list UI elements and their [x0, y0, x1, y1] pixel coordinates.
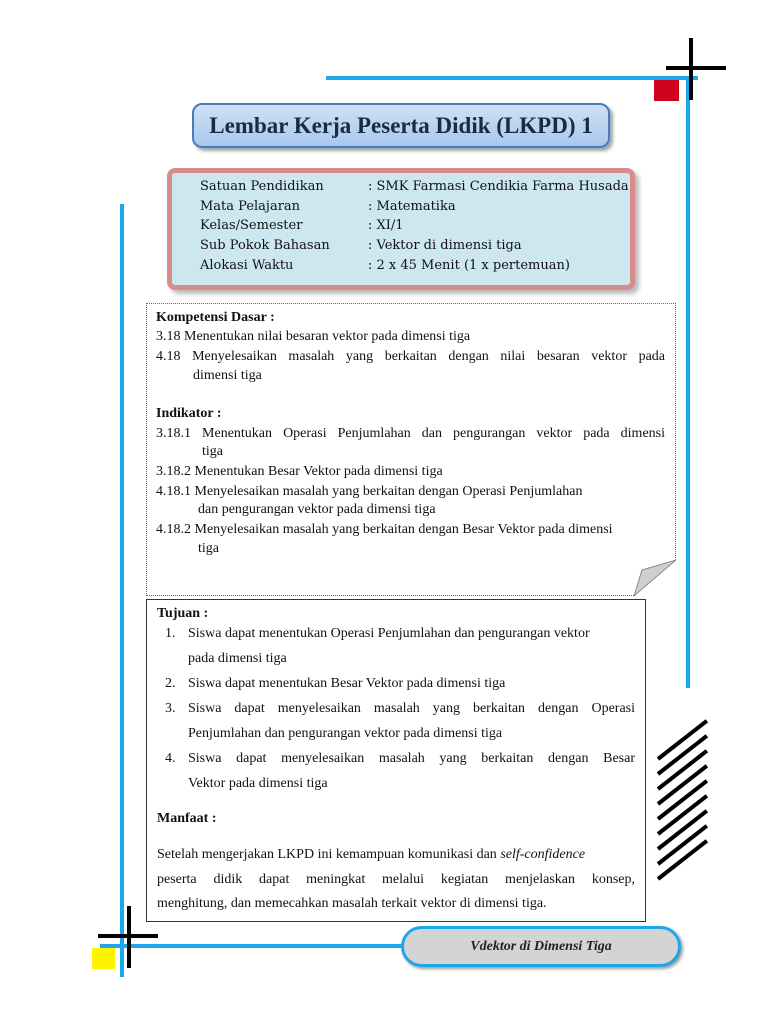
manfaat-text: Setelah mengerjakan LKPD ini kemampuan komunikasi dan: [157, 847, 501, 862]
footer-text: Vdektor di Dimensi Tiga: [470, 938, 612, 954]
diagonal-stripes-ornament: [650, 712, 720, 892]
page-fold-corner: [634, 560, 676, 596]
indikator-item-cont: tiga: [198, 541, 219, 556]
indikator-item-cont: dan pengurangan vektor pada dimensi tiga: [198, 502, 436, 517]
kompetensi-panel: [146, 303, 676, 596]
kompetensi-item-cont: dimensi tiga: [193, 368, 262, 383]
info-value-satuan: : SMK Farmasi Cendikia Farma Husada: [368, 179, 629, 194]
tujuan-panel: [146, 599, 646, 922]
tujuan-number: 1.: [165, 626, 176, 641]
info-label-subpokok: Sub Pokok Bahasan: [200, 238, 330, 253]
info-value-alokasi: : 2 x 45 Menit (1 x pertemuan): [368, 258, 570, 273]
info-label-alokasi: Alokasi Waktu: [200, 258, 294, 273]
info-value-kelas: : XI/1: [368, 218, 404, 233]
bottom-cross-horizontal: [98, 934, 158, 938]
tujuan-item-cont: Penjumlahan dan pengurangan vektor pada dimensi tiga: [188, 726, 503, 741]
yellow-square-ornament: [92, 948, 115, 969]
tujuan-number: 4.: [165, 751, 176, 766]
footer-topic-label: [401, 926, 681, 967]
tujuan-number: 2.: [165, 676, 176, 691]
info-panel: [167, 168, 635, 290]
indikator-item: 3.18.1 Menentukan Operasi Penjumlahan dan pengurangan vektor pada dimensi: [156, 426, 665, 441]
top-cross-horizontal: [666, 66, 726, 70]
manfaat-emphasis: self-confidence: [500, 847, 586, 862]
red-square-ornament: [654, 80, 679, 101]
info-label-mapel: Mata Pelajaran: [200, 199, 301, 214]
info-label-satuan: Satuan Pendidikan: [200, 179, 324, 194]
tujuan-item-cont: pada dimensi tiga: [188, 651, 287, 666]
tujuan-item: Siswa dapat menyelesaikan masalah yang berkaitan dengan Besar: [188, 751, 635, 766]
top-blue-line: [326, 76, 698, 80]
title-banner: [192, 103, 610, 148]
indikator-item-cont: tiga: [202, 444, 223, 459]
tujuan-item: Siswa dapat menentukan Operasi Penjumlahan dan pengurangan vektor: [188, 626, 590, 641]
indikator-item: 4.18.2 Menyelesaikan masalah yang berkaitan dengan Besar Vektor pada dimensi: [156, 522, 613, 537]
manfaat-line: peserta didik dapat meningkat melalui kegiatan menjelaskan konsep,: [157, 872, 635, 887]
kompetensi-heading: Kompetensi Dasar :: [156, 310, 275, 325]
tujuan-heading: Tujuan :: [157, 606, 209, 621]
indikator-item: 3.18.2 Menentukan Besar Vektor pada dimensi tiga: [156, 464, 443, 479]
bottom-blue-line: [100, 944, 402, 948]
tujuan-item: Siswa dapat menyelesaikan masalah yang berkaitan dengan Operasi: [188, 701, 635, 716]
page-title: Lembar Kerja Peserta Didik (LKPD) 1: [209, 112, 593, 138]
manfaat-line: menghitung, dan memecahkan masalah terkait vektor di dimensi tiga.: [157, 896, 547, 911]
right-blue-line: [686, 76, 690, 688]
tujuan-item-cont: Vektor pada dimensi tiga: [188, 776, 328, 791]
left-blue-line: [120, 204, 124, 977]
info-label-kelas: Kelas/Semester: [200, 218, 303, 233]
info-value-mapel: : Matematika: [368, 199, 456, 214]
manfaat-line: [157, 846, 585, 864]
indikator-heading: Indikator :: [156, 406, 222, 421]
kompetensi-item: 3.18 Menentukan nilai besaran vektor pada dimensi tiga: [156, 329, 471, 344]
tujuan-number: 3.: [165, 701, 176, 716]
indikator-item: 4.18.1 Menyelesaikan masalah yang berkaitan dengan Operasi Penjumlahan: [156, 484, 583, 499]
manfaat-heading: Manfaat :: [157, 811, 217, 826]
info-value-subpokok: : Vektor di dimensi tiga: [368, 238, 522, 253]
tujuan-item: Siswa dapat menentukan Besar Vektor pada dimensi tiga: [188, 676, 506, 691]
kompetensi-item: 4.18 Menyelesaikan masalah yang berkaitan dengan nilai besaran vektor pada: [156, 349, 665, 364]
